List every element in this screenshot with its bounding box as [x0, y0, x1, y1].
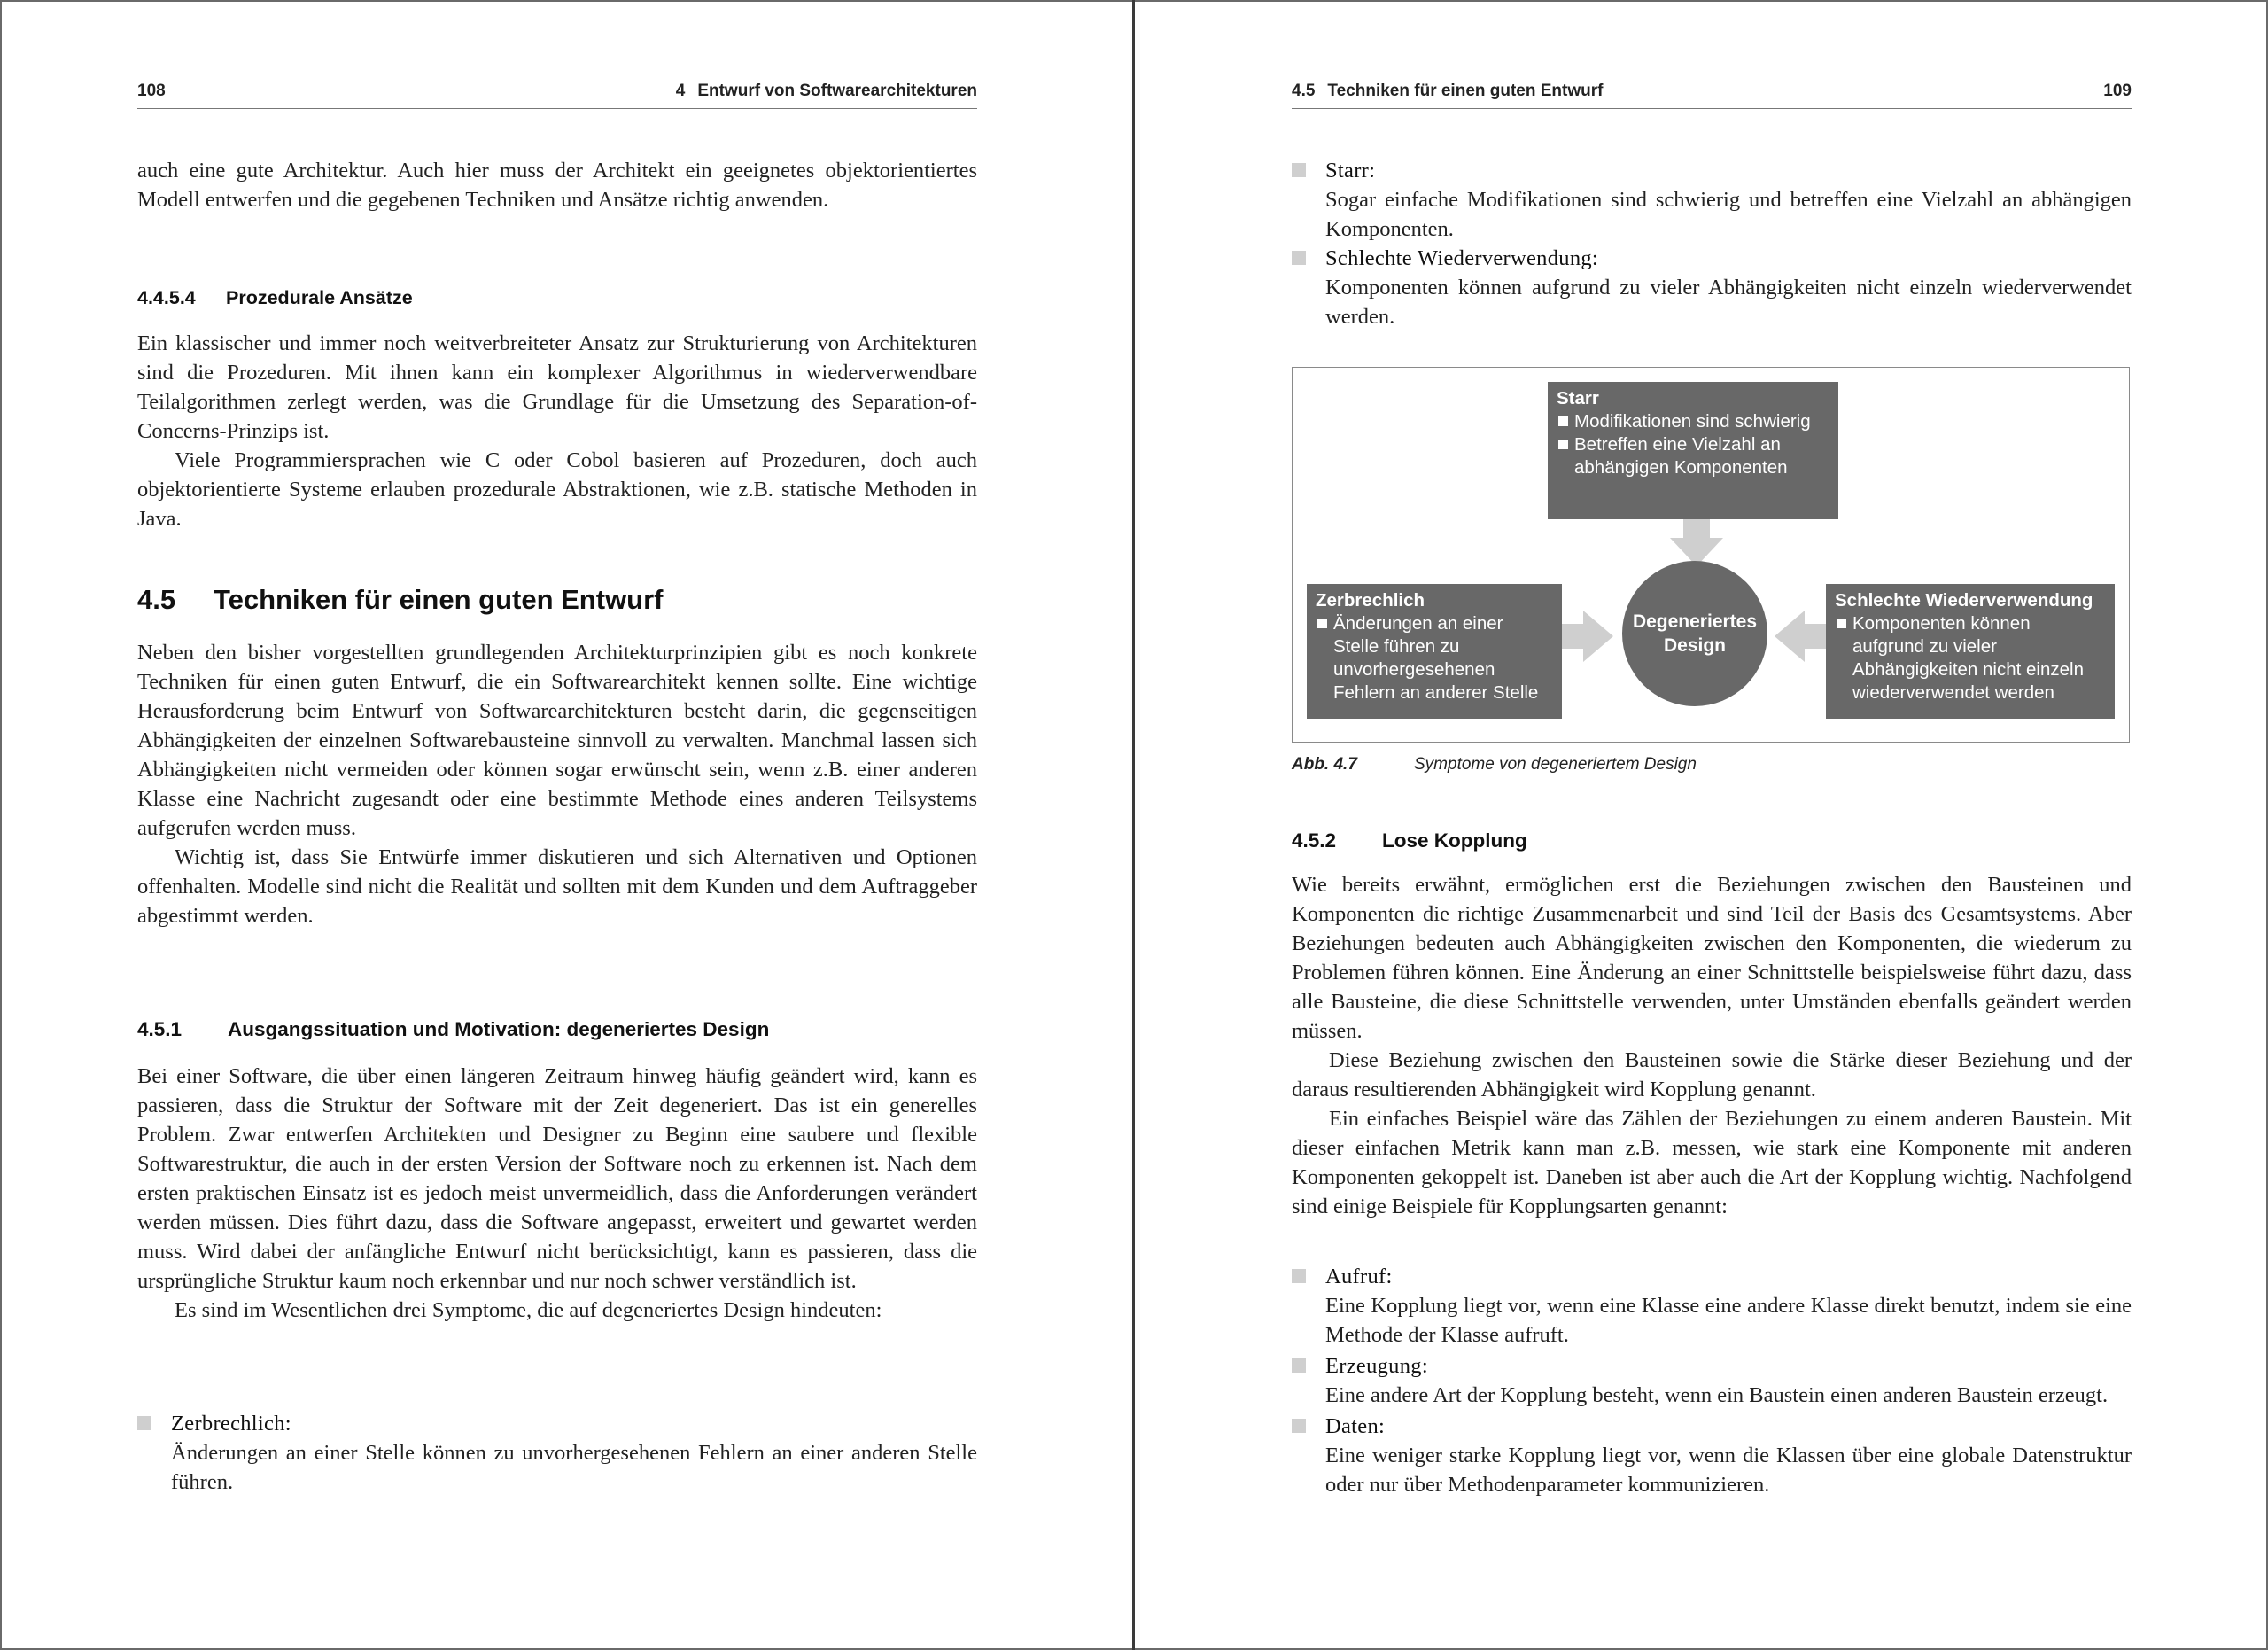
box-list-item: Betreffen eine Vielzahl an abhängigen Komponenten	[1557, 433, 1829, 479]
section-heading-running	[1292, 82, 1603, 101]
paragraph: Ein einfaches Beispiel wäre das Zählen der Beziehungen zu einem anderen Baustein. Mit dieser einfachen Metrik kann man z.B. messen, wie stark eine Komponente mit anderen Komponenten gekoppelt ist. Daneben ist aber auch die Art der Kopplung wichtig. Nachfolgend sind einige Beispiele für Kopplungsarten genannt:	[1292, 1107, 2132, 1218]
paragraph: Wie bereits erwähnt, ermöglichen erst die Beziehungen zwischen den Bausteinen und Komponenten die richtige Zusammenarbeit und sind Teil der Basis des Gesamtsystems. Aber Beziehungen bedeuten auch Abhängigkeiten zwischen den Komponenten, die wiederum zu Problemen führen können. Eine Änderung an einer Schnittstelle beispielsweise führt dazu, dass alle Bausteine, die diese Schnittstelle verwenden, unter Umständen ebenfalls geändert werden müssen.	[1292, 873, 2132, 1043]
section-title: Techniken für einen guten Entwurf	[214, 584, 664, 615]
running-header-right	[1292, 78, 2132, 109]
bullet-item	[1292, 244, 2132, 331]
arrow-right	[1558, 611, 1613, 662]
figure-caption	[1292, 755, 1697, 774]
running-header-left	[137, 78, 977, 109]
arrow-left	[1775, 611, 1829, 662]
right-page	[1292, 0, 2132, 1650]
bullet-item	[1292, 1262, 2132, 1350]
bullet-square-icon	[1292, 1419, 1306, 1433]
figure-degenerated-design	[1292, 367, 2130, 743]
text-block	[137, 1062, 977, 1325]
chapter-heading	[676, 82, 977, 101]
caption-label: Abb. 4.7	[1292, 755, 1357, 774]
bullet-term: Aufruf:	[1325, 1265, 1393, 1288]
bullet-term: Zerbrechlich:	[171, 1412, 291, 1436]
bullet-text: Eine andere Art der Kopplung besteht, wenn ein Baustein einen anderen Baustein erzeugt.	[1325, 1383, 2109, 1407]
section-title: Techniken für einen guten Entwurf	[1327, 82, 1604, 100]
paragraph: Bei einer Software, die über einen längeren Zeitraum hinweg häufig geändert wird, kann es passieren, dass die Struktur der Software mit der Zeit degeneriert. Das ist ein generelles Problem. Zwar entwerfen Architekten und Designer zu Beginn eine saubere und flexible Softwarestruktur, die auch in der ersten Version der Software noch zu erkennen ist. Nach dem ersten praktischen Einsatz ist es jedoch meist unvermeidlich, dass die Anforderungen verändert werden müssen. Dies führt dazu, dass die Software angepasst, erweitert und gewartet werden muss. Wird dabei der anfängliche Entwurf nicht berücksichtigt, kann es passieren, dass die ursprüngliche Struktur kaum noch erkennbar und nur noch schwer verständlich ist.	[137, 1064, 977, 1293]
bullet-square-icon	[137, 1416, 151, 1430]
bullet-text: Eine Kopplung liegt vor, wenn eine Klasse eine andere Klasse direkt benutzt, indem sie eine Methode der Klasse aufruft.	[1325, 1294, 2132, 1347]
paragraph: Diese Beziehung zwischen den Bausteinen sowie die Stärke dieser Beziehung und der daraus resultierenden Abhängigkeit wird Kopplung genannt.	[1292, 1048, 2132, 1101]
bullet-text: Komponenten können aufgrund zu vieler Abhängigkeiten nicht einzeln wiederverwendet werden.	[1325, 276, 2132, 329]
paragraph: auch eine gute Architektur. Auch hier muss der Architekt ein geeignetes objektorientiertes Modell entwerfen und die gegebenen Techniken und Ansätze richtig anwenden.	[137, 159, 977, 212]
page-number: 109	[2103, 82, 2132, 100]
page-number: 108	[137, 82, 166, 100]
section-number: 4.5	[137, 584, 176, 615]
bullet-item	[1292, 1412, 2132, 1499]
caption-text: Symptome von degeneriertem Design	[1414, 755, 1697, 774]
bullet-term: Starr:	[1325, 159, 1376, 183]
bullet-square-icon	[1292, 251, 1306, 265]
paragraph: Neben den bisher vorgestellten grundlegenden Architekturprinzipien gibt es noch konkrete Techniken für einen guten Entwurf, die ein Softwarearchitekt kennen sollte. Eine wichtige Herausforderung beim Entwurf von Softwarearchitekturen besteht darin, die gegenseitigen Abhängigkeiten der einzelnen Softwarebausteine sinnvoll zu verwalten. Manchmal lassen sich Abhängigkeiten nicht vermeiden oder können sogar erwünscht sein, wenn z.B. einer anderen Klasse eine Nachricht zugesandt oder eine bestimmte Methode eines anderen Teilsystems aufgerufen werden muss.	[137, 641, 977, 840]
box-title: Zerbrechlich	[1316, 590, 1425, 611]
bullet-term: Daten:	[1325, 1414, 1386, 1438]
section-heading	[1292, 826, 2132, 855]
bullet-square-icon	[1292, 163, 1306, 177]
page-gutter	[1132, 0, 1135, 1650]
box-zerbrechlich	[1307, 584, 1562, 719]
arrow-down	[1670, 518, 1723, 566]
chapter-title: Entwurf von Softwarearchitekturen	[697, 82, 977, 100]
paragraph: Es sind im Wesentlichen drei Symptome, die auf degeneriertes Design hindeuten:	[175, 1298, 882, 1322]
box-list-item: Komponenten können aufgrund zu vieler Abhängigkeiten nicht einzeln wiederverwendet werden	[1835, 612, 2106, 704]
box-starr	[1548, 382, 1838, 519]
center-circle: Degeneriertes Design	[1622, 561, 1767, 706]
text-block	[137, 329, 977, 533]
box-schlechte-wiederverwendung	[1826, 584, 2115, 719]
section-heading	[137, 1015, 977, 1044]
bullet-text: Sogar einfache Modifikationen sind schwierig und betreffen eine Vielzahl an abhängigen Komponenten.	[1325, 188, 2132, 241]
paragraph: Viele Programmiersprachen wie C oder Cobol basieren auf Prozeduren, doch auch objektorientierte Systeme erlauben prozedurale Abstraktionen, wie z.B. statische Methoden in Java.	[137, 448, 977, 531]
section-heading	[137, 284, 977, 313]
section-number: 4.4.5.4	[137, 287, 196, 308]
section-number: 4.5	[1292, 82, 1316, 100]
box-list-item: Änderungen an einer Stelle führen zu unvorhergesehenen Fehlern an anderer Stelle	[1316, 612, 1553, 704]
bullet-item	[1292, 1351, 2132, 1410]
bullet-list	[1292, 156, 2132, 331]
section-title: Ausgangssituation und Motivation: degeneriertes Design	[228, 1018, 770, 1040]
text-block	[1292, 870, 2132, 1221]
box-title: Schlechte Wiederverwendung	[1835, 590, 2093, 611]
left-page	[137, 0, 977, 1650]
section-title: Prozedurale Ansätze	[226, 287, 413, 308]
bullet-item	[1292, 156, 2132, 244]
section-heading	[137, 585, 977, 614]
chapter-number: 4	[675, 82, 686, 100]
text-block	[137, 156, 977, 214]
bullet-list	[1292, 1262, 2132, 1499]
paragraph: Wichtig ist, dass Sie Entwürfe immer diskutieren und sich Alternativen und Optionen offenhalten. Modelle sind nicht die Realität und sollten mit dem Kunden und dem Auftraggeber abgestimmt werden.	[137, 845, 977, 928]
bullet-term: Schlechte Wiederverwendung:	[1325, 246, 1599, 270]
section-title: Lose Kopplung	[1382, 829, 1527, 852]
text-block	[137, 638, 977, 930]
bullet-text: Eine weniger starke Kopplung liegt vor, wenn die Klassen über eine globale Datenstruktur oder nur über Methodenparameter kommunizieren.	[1325, 1444, 2132, 1497]
bullet-item	[137, 1409, 977, 1497]
box-title: Starr	[1557, 388, 1599, 409]
section-number: 4.5.2	[1292, 829, 1337, 852]
bullet-text: Änderungen an einer Stelle können zu unvorhergesehenen Fehlern an einer anderen Stelle führen.	[171, 1441, 977, 1494]
bullet-term: Erzeugung:	[1325, 1354, 1428, 1378]
box-list-item: Modifikationen sind schwierig	[1557, 410, 1829, 433]
bullet-square-icon	[1292, 1358, 1306, 1373]
bullet-square-icon	[1292, 1269, 1306, 1283]
section-number: 4.5.1	[137, 1018, 183, 1040]
paragraph: Ein klassischer und immer noch weitverbreiteter Ansatz zur Strukturierung von Architekturen sind die Prozeduren. Mit ihnen kann ein komplexer Algorithmus in wiederverwendbare Teilalgorithmen zerlegt werden, was die Grundlage für die Umsetzung des Separation-of-Concerns-Prinzips ist.	[137, 331, 977, 443]
